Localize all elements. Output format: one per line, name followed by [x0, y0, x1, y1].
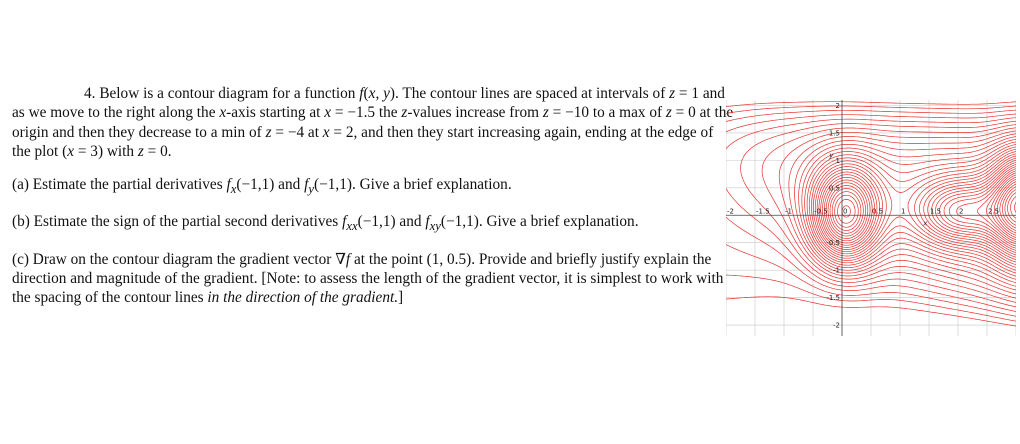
problem-4	[12, 84, 734, 308]
x-tick-label: -0.5	[814, 207, 828, 216]
contour-line	[809, 147, 1016, 270]
x-tick-label: 0.5	[872, 207, 884, 216]
y-tick-label: -1	[833, 266, 840, 275]
problem-intro: 4. Below is a contour diagram for a function f(x, y). The contour lines are spaced at intervals of z = 1 and as we move to the right along the x-axis starting at x = −1.5 the z-values increase from z = −10 to a max of z = 0 at the origin and then they decrease to a min of z = −4 at x = 2, and then they start increasing again, ending at the edge of the plot (x = 3) with z = 0.	[12, 85, 734, 161]
y-tick-label: 2	[835, 101, 840, 110]
x-tick-label: -1.5	[756, 207, 770, 216]
x-tick-label: 0	[843, 207, 848, 216]
y-tick-label: -2	[833, 321, 840, 330]
y-tick-label: -0.5	[826, 239, 840, 248]
x-axis-label: x	[923, 219, 928, 228]
y-axis-label: y	[829, 151, 834, 160]
x-tick-label: 1.5	[930, 207, 942, 216]
y-tick-label: 1	[835, 156, 840, 165]
x-tick-label: 2.5	[988, 207, 1000, 216]
y-tick-label: 0.5	[828, 184, 840, 193]
x-tick-labels	[727, 207, 1016, 215]
x-tick-label: 2	[959, 207, 964, 216]
part-a: (a) Estimate the partial derivatives $f_x(-1,1)$ and $f_y(-1,1)$. Give a brief explanation.	[12, 175, 512, 196]
problem-number: 4.	[84, 85, 96, 102]
y-tick-label: 1.5	[828, 129, 840, 138]
x-tick-label: -1	[785, 207, 792, 216]
x-tick-label: 1	[901, 207, 906, 216]
x-tick-label: -2	[727, 207, 734, 216]
contour-diagram	[726, 100, 1016, 336]
part-c: (c) Draw on the contour diagram the gradient vector ∇f at the point (1, 0.5). Provide and briefly justify explain the direction and magnitude of the gradient. [Note: to assess the length of the gradient vector, it is simplest to work with the spacing of the contour lines in the direction of the gradient.]	[12, 250, 724, 307]
y-tick-label: -1.5	[826, 294, 840, 303]
part-b: (b) Estimate the sign of the partial second derivatives $f_{xx}(-1,1)$ and $f_{xy}(-1,1)$. Give a brief explanation.	[12, 213, 639, 234]
contour-plot	[726, 100, 1016, 336]
